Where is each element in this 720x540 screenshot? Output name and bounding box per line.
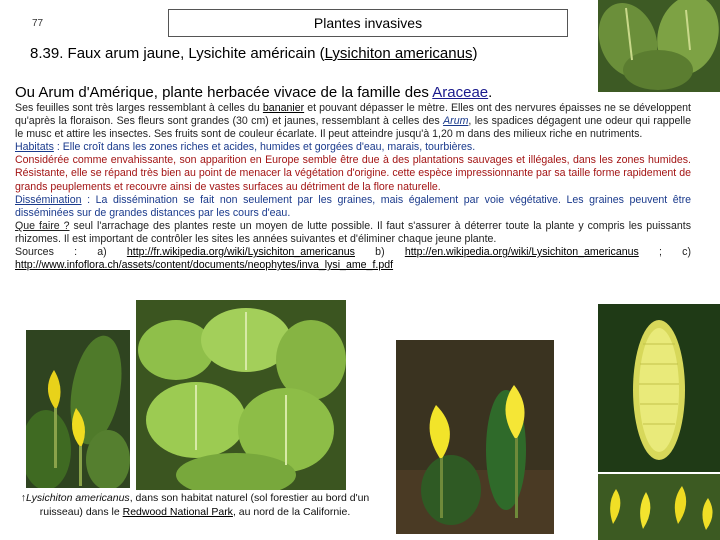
dissemination-paragraph — [15, 194, 691, 220]
description-paragraph — [15, 102, 691, 141]
habitats-label: Habitats — [15, 141, 54, 154]
leaves-habitat-image — [136, 300, 346, 490]
yellow-arum-photo — [396, 340, 554, 534]
leaves-habitat-photo — [136, 300, 346, 490]
spathe-field-photo — [598, 474, 720, 540]
sources-label: Sources : a) — [15, 246, 127, 259]
sources-separator: b) — [354, 246, 405, 259]
habitats-text: : Elle croît dans les zones riches et acides, humides et gorgées d'eau, marais, tourbières. — [53, 141, 476, 154]
latin-name-link[interactable]: Lysichiton americanus — [324, 45, 473, 62]
intro-end: . — [488, 84, 493, 101]
arum-link[interactable]: Arum — [443, 115, 469, 128]
title-suffix: ) — [472, 45, 478, 62]
dissemination-label: Dissémination — [15, 193, 82, 206]
bananier-link[interactable]: bananier — [262, 102, 305, 114]
dissemination-text: : La dissémination se fait non seulement par les graines, mais également par voie végétative. Les graines peuvent être disséminées sur de grandes distances par les cours d'eau. — [15, 193, 691, 219]
yellow-spathe-image — [26, 330, 130, 488]
source-link-c[interactable]: http://www.infoflora.ch/assets/content/documents/neophytes/inva_lysi_ame_f.pdf — [15, 259, 394, 272]
title-prefix: 8.39. Faux arum jaune, Lysichite américain ( — [30, 45, 325, 62]
habitats-paragraph — [15, 141, 691, 154]
body-text — [15, 102, 691, 272]
plant-photo-top — [598, 0, 720, 92]
caption-latin: Lysichiton americanus — [25, 492, 130, 504]
spadix-closeup-image — [598, 304, 720, 472]
photo-caption — [20, 492, 370, 519]
invasive-paragraph: Considérée comme envahissante, son apparition en Europe semble être due à des plantations sauvages et illégales, dans les zones humides. Résistante, elle se répand très bien au point de menacer la végétation d'origine. cette espèce impressionnante par sa taille forme rapidement de grands peuplements et recouvre ainsi de vastes surfaces au détriment de la flore naturelle. — [15, 154, 691, 193]
caption-text: , dans son habitat naturel (sol forestier au bord d'un ruisseau) dans le — [39, 492, 370, 518]
spadix-closeup-photo — [598, 304, 720, 472]
up-arrow-icon: ↑ — [20, 492, 26, 504]
action-label: Que faire ? — [15, 219, 70, 232]
intro-line — [15, 84, 492, 101]
sources-separator: ; c) — [638, 246, 692, 259]
spathe-field-image — [598, 474, 720, 540]
description-text: , les spadices dégagent une odeur qui rappelle le musc et attire les insectes. Ses fruits sont de couleur écarlate. Il peut atteindre jusqu'à 1,20 m dans des milieux riche en nutriments. — [15, 115, 691, 141]
plant-photo-top-image — [598, 0, 720, 92]
yellow-spathe-photo — [26, 330, 130, 488]
action-text: seul l'arrachage des plantes reste un moyen de lutte possible. Il faut s'assurer à déterrer toute la plante y compris les puissants rhizomes. Il est important de contrôler les sites les années suivantes et d'éliminer chaque jeune plante. — [15, 219, 691, 245]
action-paragraph — [15, 220, 691, 246]
araceae-link[interactable]: Araceae — [432, 84, 489, 101]
yellow-arum-image — [396, 340, 554, 534]
intro-text: Ou Arum d'Amérique, plante herbacée vivace de la famille des — [15, 84, 433, 101]
page-number: 77 — [32, 18, 44, 29]
redwood-park-link[interactable]: Redwood National Park — [122, 505, 233, 518]
caption-end: , au nord de la Californie. — [232, 505, 351, 518]
source-link-b[interactable]: http://en.wikipedia.org/wiki/Lysichiton_americanus — [404, 246, 639, 259]
page-title — [30, 45, 477, 62]
sources-paragraph — [15, 246, 691, 272]
description-text: et pouvant dépasser le mètre. Elles ont des nervures épaisses ne se développent qu'après la floraison. Ses fleurs sont grandes (30 cm) et jaunes, ressemblant à celles des — [15, 102, 691, 128]
page-header: Plantes invasives — [168, 9, 568, 37]
description-text: Ses feuilles sont très larges ressemblant à celles du — [15, 102, 263, 114]
source-link-a[interactable]: http://fr.wikipedia.org/wiki/Lysichiton_americanus — [126, 246, 355, 259]
